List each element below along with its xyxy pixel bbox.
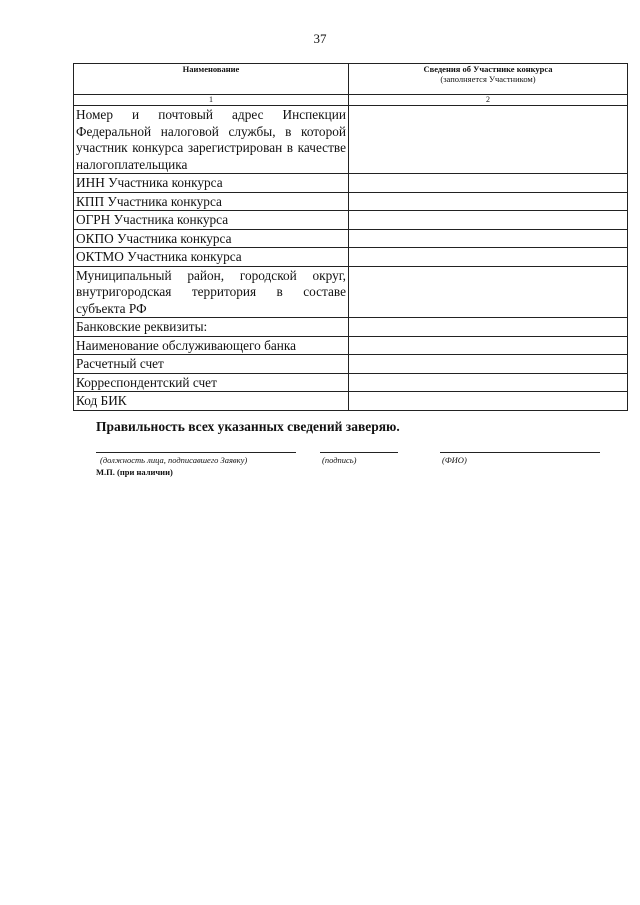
full-name-caption: (ФИО) (442, 455, 467, 465)
row-label: Корреспондентский счет (74, 373, 349, 392)
participant-info-table (73, 63, 628, 411)
row-value-field[interactable] (349, 266, 628, 318)
row-value-field[interactable] (349, 392, 628, 411)
column-number-2: 2 (349, 95, 628, 106)
row-value-field[interactable] (349, 336, 628, 355)
row-label: ОКПО Участника конкурса (74, 229, 349, 248)
column-number-1: 1 (74, 95, 349, 106)
row-label: Наименование обслуживающего банка (74, 336, 349, 355)
table-row-okpo (74, 229, 628, 248)
row-value-field[interactable] (349, 373, 628, 392)
certification-statement: Правильность всех указанных сведений заверяю. (96, 419, 400, 434)
signature-caption: (подпись) (322, 455, 357, 465)
column-number-row (74, 95, 628, 106)
header-name-column: Наименование (74, 64, 349, 95)
table-row-municipality (74, 266, 628, 318)
header-info-column (349, 64, 628, 95)
row-value-field[interactable] (349, 229, 628, 248)
row-label: ИНН Участника конкурса (74, 174, 349, 193)
table-row-correspondent-account (74, 373, 628, 392)
row-label: Код БИК (74, 392, 349, 411)
table-row-kpp (74, 192, 628, 211)
table-row-ogrn (74, 211, 628, 230)
row-label: Номер и почтовый адрес Инспекции Федеральной налоговой службы, в которой участник конкурса зарегистрирован в качестве налогоплательщика (74, 106, 349, 174)
position-signature-line[interactable] (96, 452, 296, 453)
header-info-subtitle: (заполняется Участником) (440, 74, 536, 84)
row-value-field[interactable] (349, 211, 628, 230)
row-label: КПП Участника конкурса (74, 192, 349, 211)
row-value-field[interactable] (349, 192, 628, 211)
row-value-field[interactable] (349, 355, 628, 374)
table-row-bank-details (74, 318, 628, 337)
row-label: ОКТМО Участника конкурса (74, 248, 349, 267)
table-row-inn (74, 174, 628, 193)
row-value-field[interactable] (349, 248, 628, 267)
row-value-field[interactable] (349, 106, 628, 174)
position-caption: (должность лица, подписавшего Заявку) (100, 455, 248, 465)
signature-line[interactable] (320, 452, 398, 453)
full-name-signature-line[interactable] (440, 452, 600, 453)
header-info-title: Сведения об Участнике конкурса (423, 64, 553, 74)
row-label: Расчетный счет (74, 355, 349, 374)
table-row-tax-inspection (74, 106, 628, 174)
row-label: Банковские реквизиты: (74, 318, 349, 337)
page-number: 37 (313, 31, 327, 46)
row-label: ОГРН Участника конкурса (74, 211, 349, 230)
row-label: Муниципальный район, городской округ, внутригородская территория в составе субъекта РФ (74, 266, 349, 318)
table-header-row (74, 64, 628, 95)
row-value-field[interactable] (349, 318, 628, 337)
row-value-field[interactable] (349, 174, 628, 193)
stamp-note: М.П. (при наличии) (96, 467, 173, 477)
table-row-settlement-account (74, 355, 628, 374)
table-row-bank-name (74, 336, 628, 355)
table-row-bik (74, 392, 628, 411)
table-row-oktmo (74, 248, 628, 267)
